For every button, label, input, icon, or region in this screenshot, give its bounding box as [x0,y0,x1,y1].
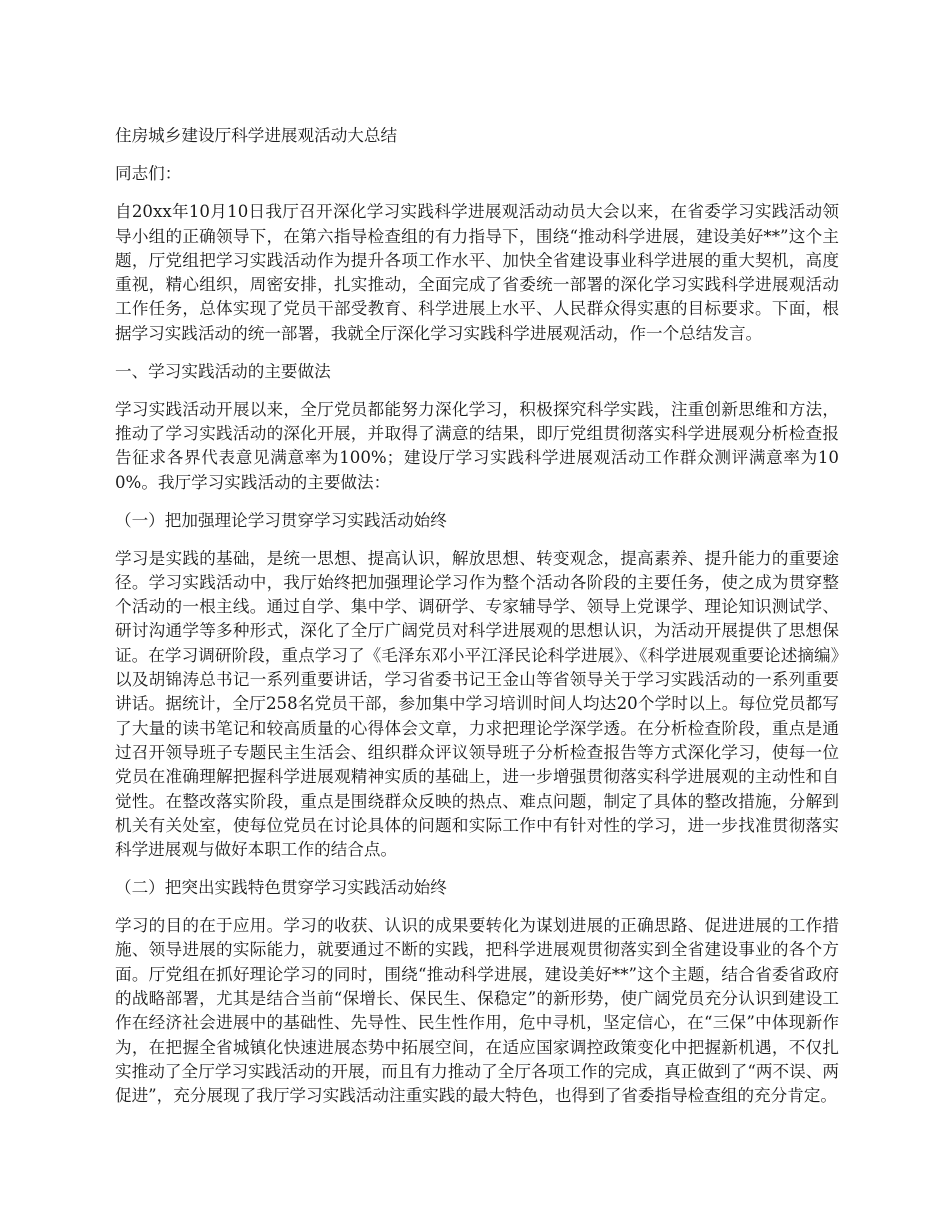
paragraph-intro: 自20xx年10月10日我厅召开深化学习实践科学进展观活动动员大会以来，在省委学习实践活动领导小组的正确领导下，在第六指导检查组的有力指导下，围绕“推动科学进展，建设美好**”这个主题，厅党组把学习实践活动作为提升各项工作水平、加快全省建设事业科学进展的重大契机，高度重视，精心组织，周密安排，扎实推动，全面完成了省委统一部署的深化学习实践科学进展观活动工作任务，总体实现了党员干部受教育、科学进展上水平、人民群众得实惠的目标要求。下面，根据学习实践活动的统一部署，我就全厅深化学习实践科学进展观活动，作一个总结发言。 [115,202,839,343]
subsection-heading-1: （一）把加强理论学习贯穿学习实践活动始终 [115,510,447,530]
paragraph-theory-study: 学习是实践的基础，是统一思想、提高认识，解放思想、转变观念，提高素养、提升能力的重要途径。学习实践活动中，我厅始终把加强理论学习作为整个活动各阶段的主要任务，使之成为贯穿整个活动的一根主线。通过自学、集中学、调研学、专家辅导学、领导上党课学、理论知识测试学、研讨沟通学等多种形式，深化了全厅广阔党员对科学进展观的思想认识，为活动开展提供了思想保证。在学习调研阶段，重点学习了《毛泽东邓小平江泽民论科学进展》、《科学进展观重要论述摘编》以及胡锦涛总书记一系列重要讲话，学习省委书记王金山等省领导关于学习实践活动的一系列重要讲话。据统计，全厅258名党员干部，参加集中学习培训时间人均达20个学时以上。每位党员都写了大量的读书笔记和较高质量的心得体会文章，力求把理论学深学透。在分析检查阶段，重点是通过召开领导班子专题民主生活会、组织群众评议领导班子分析检查报告等方式深化学习，使每一位党员在准确理解把握科学进展观精神实质的基础上，进一步增强贯彻落实科学进展观的主动性和自觉性。在整改落实阶段，重点是围绕群众反映的热点、难点问题，制定了具体的整改措施，分解到机关有关处室，使每位党员在讨论具体的问题和实际工作中有针对性的学习，进一步找准贯彻落实科学进展观与做好本职工作的结合点。 [115,548,839,860]
subsection-heading-2: （二）把突出实践特色贯穿学习实践活动始终 [115,878,447,898]
paragraph-practice: 学习的目的在于应用。学习的收获、认识的成果要转化为谋划进展的正确思路、促进进展的工作措施、领导进展的实际能力，就要通过不断的实践，把科学进展观贯彻落实到全省建设事业的各个方面。厅党组在抓好理论学习的同时，围绕“推动科学进展，建设美好**”这个主题，结合省委省政府的战略部署，尤其是结合当前“保增长、保民生、保稳定”的新形势，使广阔党员充分认识到建设工作在经济社会进展中的基础性、先导性、民生性作用，危中寻机，坚定信心，在“三保”中体现新作为，在把握全省城镇化快速进展态势中拓展空间，在适应国家调控政策变化中把握新机遇，不仅扎实推动了全厅学习实践活动的开展，而且有力推动了全厅各项工作的完成，真正做到了“两不误、两促进”，充分展现了我厅学习实践活动注重实践的最大特色，也得到了省委指导检查组的充分肯定。 [115,916,839,1106]
document-page [115,124,839,1122]
section-heading-1: 一、学习实践活动的主要做法 [115,361,331,381]
document-title: 住房城乡建设厅科学进展观活动大总结 [115,126,398,145]
paragraph-overview: 学习实践活动开展以来，全厅党员都能努力深化学习，积极探究科学实践，注重创新思维和方法，推动了学习实践活动的深化开展，并取得了满意的结果，即厅党组贯彻落实科学进展观分析检查报告征求各界代表意见满意率为100%；建设厅学习实践科学进展观活动工作群众测评满意率为100%。我厅学习实践活动的主要做法： [115,399,839,492]
greeting: 同志们： [115,164,182,184]
